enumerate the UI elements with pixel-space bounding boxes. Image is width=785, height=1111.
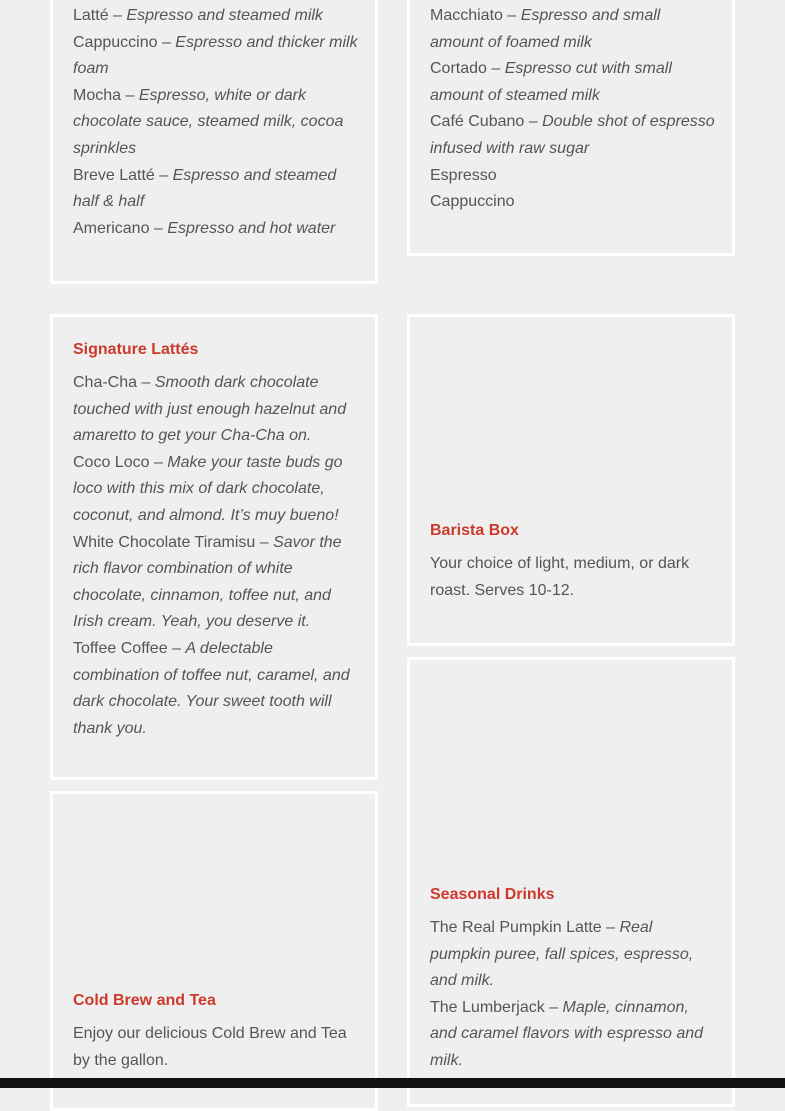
espresso-menu-card-left <box>50 0 378 284</box>
signature-lattes-content <box>73 338 359 742</box>
list-item: Café Cubano – Double shot of espresso infused with raw sugar <box>430 113 715 157</box>
list-item: Americano – Espresso and hot water <box>73 219 336 237</box>
list-item: Mocha – Espresso, white or dark chocolate sauce, steamed milk, cocoa sprinkles <box>73 86 344 157</box>
list-item: Coco Loco – Make your taste buds go loco with this mix of dark chocolate, coconut, and almond. It’s muy bueno! <box>73 453 343 524</box>
espresso-list-left <box>73 3 359 242</box>
list-item: Latté – Espresso and steamed milk <box>73 7 323 24</box>
seasonal-drinks-card <box>407 657 735 1107</box>
list-item: Breve Latté – Espresso and steamed half & half <box>73 166 337 211</box>
signature-lattes-card <box>50 314 378 780</box>
list-item: Cappuccino – Espresso and thicker milk foam <box>73 33 358 78</box>
list-item: White Chocolate Tiramisu – Savor the rich flavor combination of white chocolate, cinnamon, toffee nut, and Irish cream. Yeah, you deserve it. <box>73 533 342 631</box>
list-item: Cappuccino <box>430 193 515 211</box>
cold-brew-card <box>50 791 378 1111</box>
cold-brew-content <box>73 989 359 1074</box>
bottom-bar <box>0 1078 785 1088</box>
list-item: Macchiato – Espresso and small amount of foamed milk <box>430 7 661 51</box>
section-title: Signature Lattés <box>73 341 199 358</box>
section-description: Your choice of light, medium, or dark roast. Serves 10-12. <box>430 555 690 599</box>
section-title: Cold Brew and Tea <box>73 992 216 1009</box>
espresso-list-right <box>430 3 716 216</box>
espresso-menu-card-right <box>407 0 735 256</box>
list-item: Cortado – Espresso cut with small amount of steamed milk <box>430 60 672 104</box>
barista-box-card <box>407 314 735 646</box>
list-item: Espresso <box>430 166 497 184</box>
section-description: Enjoy our delicious Cold Brew and Tea by the gallon. <box>73 1025 347 1069</box>
list-item: The Real Pumpkin Latte – Real pumpkin puree, fall spices, espresso, and milk. <box>430 919 694 990</box>
section-title: Barista Box <box>430 522 519 539</box>
list-item: Cha-Cha – Smooth dark chocolate touched with just enough hazelnut and amaretto to get your Cha-Cha on. <box>73 374 347 445</box>
barista-box-content <box>430 519 716 604</box>
seasonal-drinks-content <box>430 883 716 1075</box>
list-item: The Lumberjack – Maple, cinnamon, and caramel flavors with espresso and milk. <box>430 998 704 1069</box>
list-item: Toffee Coffee – A delectable combination of toffee nut, caramel, and dark chocolate. Your sweet tooth will thank you. <box>73 639 350 737</box>
section-title: Seasonal Drinks <box>430 886 555 903</box>
